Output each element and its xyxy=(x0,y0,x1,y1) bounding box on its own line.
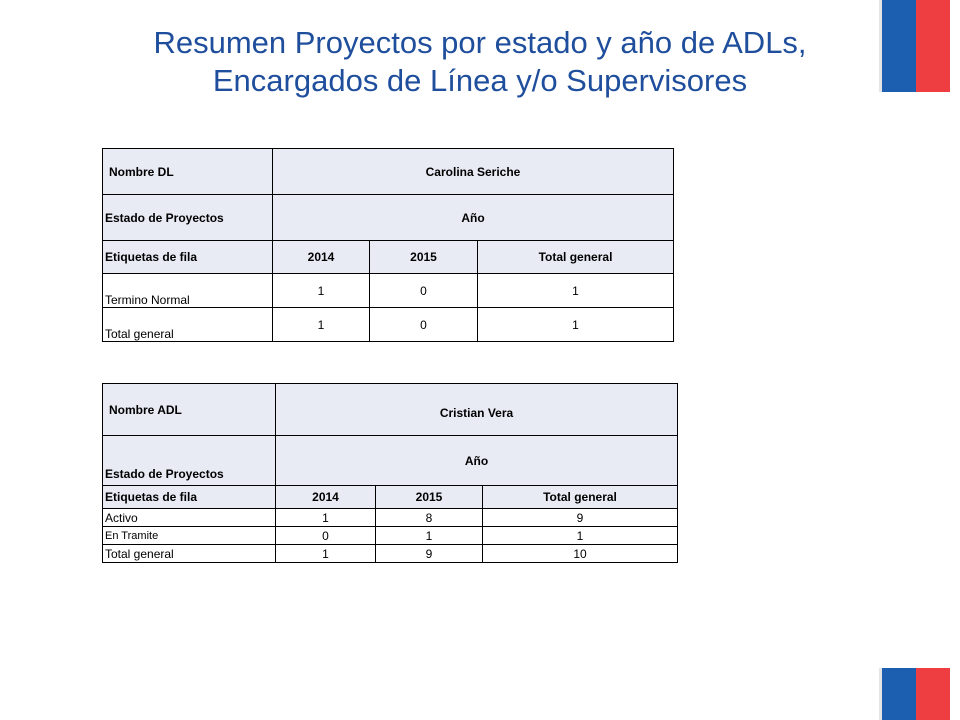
table-row xyxy=(103,527,678,545)
cell-2014: 1 xyxy=(276,509,376,527)
cell-2015: 9 xyxy=(376,545,483,563)
col-total-header: Total general xyxy=(483,486,678,509)
summary-table-adl xyxy=(102,383,678,563)
name-value: Carolina Seriche xyxy=(273,149,674,195)
col-2015-header: 2015 xyxy=(376,486,483,509)
row-label: Termino Normal xyxy=(103,274,273,308)
table-row xyxy=(103,545,678,563)
row-label: Total general xyxy=(103,545,276,563)
year-label: Año xyxy=(273,195,674,241)
row-label: En Tramite xyxy=(103,527,276,545)
name-value: Cristian Vera xyxy=(276,384,678,436)
row-label: Total general xyxy=(103,308,273,342)
year-label: Año xyxy=(276,436,678,486)
flag-decoration-top xyxy=(882,0,950,92)
name-label: Nombre ADL xyxy=(103,384,276,436)
title-line-1: Resumen Proyectos por estado y año de ADLs, xyxy=(153,25,807,60)
page-title xyxy=(80,24,880,100)
cell-2014: 1 xyxy=(276,545,376,563)
cell-total: 1 xyxy=(483,527,678,545)
table-row xyxy=(103,509,678,527)
col-total-header: Total general xyxy=(478,241,674,274)
title-line-2: Encargados de Línea y/o Supervisores xyxy=(212,63,748,98)
row-label: Activo xyxy=(103,509,276,527)
col-2014-header: 2014 xyxy=(273,241,370,274)
row-label-header: Etiquetas de fila xyxy=(103,486,276,509)
cell-2015: 8 xyxy=(376,509,483,527)
cell-total: 1 xyxy=(478,308,674,342)
status-label: Estado de Proyectos xyxy=(103,436,276,486)
cell-2014: 1 xyxy=(273,274,370,308)
table-row xyxy=(103,308,674,342)
cell-2015: 1 xyxy=(376,527,483,545)
summary-table-dl xyxy=(102,148,674,342)
row-label-header: Etiquetas de fila xyxy=(103,241,273,274)
cell-2014: 0 xyxy=(276,527,376,545)
cell-2015: 0 xyxy=(370,308,478,342)
cell-total: 9 xyxy=(483,509,678,527)
table-row xyxy=(103,274,674,308)
col-2015-header: 2015 xyxy=(370,241,478,274)
cell-total: 10 xyxy=(483,545,678,563)
cell-2014: 1 xyxy=(273,308,370,342)
status-label: Estado de Proyectos xyxy=(103,195,273,241)
flag-decoration-bottom xyxy=(882,668,950,720)
cell-total: 1 xyxy=(478,274,674,308)
cell-2015: 0 xyxy=(370,274,478,308)
name-label: Nombre DL xyxy=(103,149,273,195)
col-2014-header: 2014 xyxy=(276,486,376,509)
